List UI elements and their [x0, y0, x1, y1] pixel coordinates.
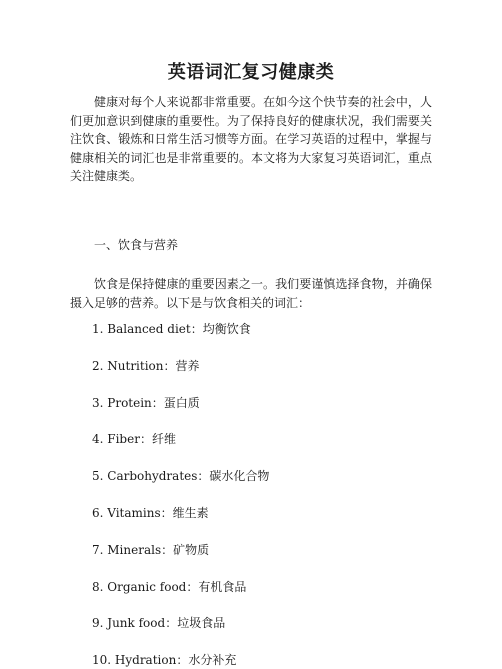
list-item: 9. Junk food：垃圾食品 [92, 616, 226, 631]
list-item: 4. Fiber：纤维 [92, 432, 176, 447]
list-item: 5. Carbohydrates：碳水化合物 [92, 469, 270, 484]
page-title: 英语词汇复习健康类 [167, 62, 335, 83]
list-item: 8. Organic food：有机食品 [92, 579, 247, 594]
vocabulary-list [92, 320, 269, 669]
list-item: 3. Protein：蛋白质 [92, 395, 200, 410]
list-item: 6. Vitamins：维生素 [92, 505, 209, 520]
section-intro-paragraph: 饮食是保持健康的重要因素之一。我们要谨慎选择食物，并确保摄入足够的营养。以下是与饮食相关的词汇： [70, 277, 432, 310]
list-item: 2. Nutrition：营养 [92, 358, 200, 373]
list-item: 10. Hydration：水分补充 [92, 653, 237, 668]
section-heading: 一、饮食与营养 [94, 238, 179, 252]
intro-paragraph: 健康对每个人来说都非常重要。在如今这个快节奏的社会中，人们更加意识到健康的重要性。为了保持良好的健康状况，我们需要关注饮食、锻炼和日常生活习惯等方面。在学习英语的过程中，掌握与健康相关的词汇也是非常重要的。本文将为大家复习英语词汇，重点关注健康类。 [70, 95, 432, 183]
list-item: 1. Balanced diet：均衡饮食 [92, 322, 251, 336]
list-item: 7. Minerals：矿物质 [92, 542, 210, 557]
